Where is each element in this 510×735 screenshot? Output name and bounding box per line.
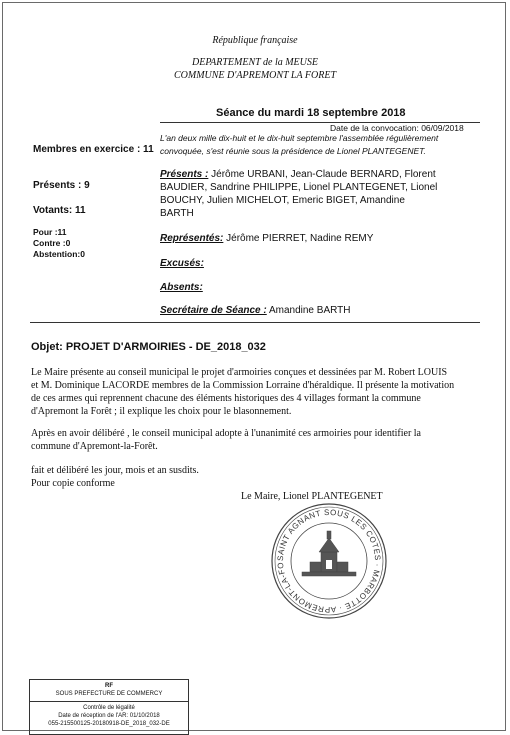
rf-label: RF (105, 683, 113, 689)
secretaire-line (160, 305, 350, 316)
presents-line-2: BAUDIER, Sandrine PHILIPPE, Lionel PLANTEGENET, Lionel (160, 182, 438, 193)
presents-line-1 (160, 169, 436, 180)
secretaire-label: Secrétaire de Séance : (160, 305, 267, 316)
absents-label: Absents: (160, 282, 203, 293)
votants-count: Votants: 11 (33, 205, 86, 216)
acte-id: 055-215500125-20180918-DE_2018_032-DE (48, 721, 170, 727)
representes-names: Jérôme PIERRET, Nadine REMY (223, 233, 374, 244)
representes-label: Représentés: (160, 233, 224, 244)
membres-en-exercice: Membres en exercice : 11 (33, 144, 154, 155)
secretaire-name: Amandine BARTH (266, 305, 351, 316)
body-line: d'Apremont la Forêt ; il explique les choix pour le blasonnement. (31, 406, 292, 417)
abstention-count: Abstention:0 (33, 249, 85, 259)
pour-count: Pour :11 (33, 227, 67, 237)
stamp-ring-text: SAINT AGNANT SOUS LES COTES · MARBOTTE · APREMONT-LA-FO (275, 507, 383, 615)
mayor-signature: Le Maire, Lionel PLANTEGENET (241, 491, 383, 502)
presents-label: Présents : (160, 169, 209, 180)
presents-names-1: Jérôme URBANI, Jean-Claude BERNARD, Florent (208, 169, 436, 180)
presents-count: Présents : 9 (33, 180, 90, 191)
body-line: Pour copie conforme (31, 478, 115, 489)
commune-label: COMMUNE D'APREMONT LA FORET (173, 70, 337, 81)
controle-label: Contrôle de légalité (30, 701, 188, 712)
departement-label: DEPARTEMENT de la MEUSE (191, 57, 318, 68)
contre-count: Contre :0 (33, 238, 71, 248)
representes-line (160, 233, 373, 244)
body-line: fait et délibéré les jour, mois et an susdits. (31, 465, 199, 476)
rf-reception-box (29, 679, 189, 735)
republique-label: République française (212, 35, 298, 46)
reception-date: Date de réception de l'AR: 01/10/2018 (58, 713, 160, 719)
body-line: Après en avoir délibéré , le conseil municipal adopte à l'unanimité ces armoiries pour identifier la (31, 428, 421, 439)
sous-prefecture-label: SOUS PREFECTURE DE COMMERCY (55, 691, 163, 697)
presents-line-4: BARTH (160, 208, 194, 219)
convocation-date: Date de la convocation: 06/09/2018 (330, 123, 464, 133)
separator (30, 322, 480, 323)
official-stamp (270, 502, 388, 620)
presents-line-3: BOUCHY, Julien MICHELOT, Emeric BIGET, Amandine (160, 195, 405, 206)
body-line: Le Maire présente au conseil municipal le projet d'armoiries conçues et dessinées par M. Robert LOUIS (31, 367, 448, 378)
intro-line-1: L'an deux mille dix-huit et le dix-huit septembre l'assemblée régulièrement (160, 133, 439, 143)
body-line: et M. Dominique LACORDE membres de la Commission Lorraine d'héraldique. Il présente la motivation (31, 380, 455, 391)
excuses-label: Excusés: (160, 258, 204, 269)
intro-line-2: convoquée, s'est réunie sous la présidence de Lionel PLANTEGENET. (160, 146, 426, 156)
body-line: de ces armes qui reprennent chacune des éléments historiques des 4 villages formant la commune (31, 393, 421, 404)
seance-title: Séance du mardi 18 septembre 2018 (216, 107, 406, 119)
objet-title: Objet: PROJET D'ARMOIRIES - DE_2018_032 (31, 341, 266, 353)
body-line: commune d'Apremont-la-Forêt. (31, 441, 158, 452)
